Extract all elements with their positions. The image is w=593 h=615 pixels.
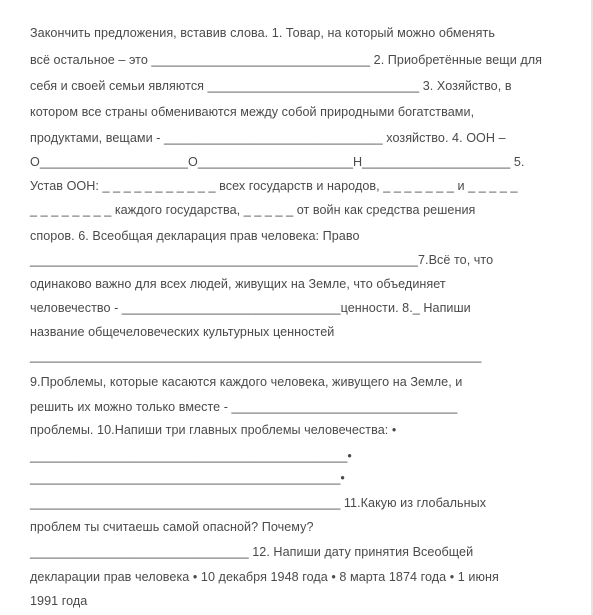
text-line: человечество - _______________________________ценности. 8._ Напиши: [30, 301, 471, 315]
text-line: декларации прав человека • 10 декабря 1948 года • 8 марта 1874 года • 1 июня: [30, 570, 499, 584]
text-line: _______________________________________________________7.Всё то, что: [30, 253, 494, 267]
text-line: решить их можно только вместе - ________________________________: [30, 400, 458, 414]
text-line: проблемы. 10.Напиши три главных проблемы человечества: •: [30, 423, 397, 437]
text-line: споров. 6. Всеобщая декларация прав человека: Право: [30, 229, 360, 243]
text-line: ____________________________________________ 11.Какую из глобальных: [30, 496, 487, 510]
text-line: продуктами, вещами - _______________________________ хозяйство. 4. ООН –: [30, 131, 506, 145]
text-line: Устав ООН: _ _ _ _ _ _ _ _ _ _ _ всех государств и народов, _ _ _ _ _ _ _ и _ _ _ _ _: [30, 179, 518, 193]
text-line: Закончить предложения, вставив слова. 1. Товар, на который можно обменять: [30, 26, 495, 40]
text-line: _ _ _ _ _ _ _ _ каждого государства, _ _ _ _ _ от войн как средства решения: [30, 203, 476, 217]
text-line: название общечеловеческих культурных ценностей: [30, 325, 335, 339]
text-line: котором все страны обмениваются между собой природными богатствами,: [30, 105, 475, 119]
text-line: _______________________________ 12. Напиши дату принятия Всеобщей: [30, 545, 474, 559]
text-line: проблем ты считаешь самой опасной? Почему?: [30, 520, 314, 534]
text-line: всё остальное – это _______________________________ 2. Приобретённые вещи для: [30, 53, 543, 67]
text-line: 1991 года: [30, 594, 88, 608]
text-line: 9.Проблемы, которые касаются каждого человека, живущего на Земле, и: [30, 375, 463, 389]
text-line: одинаково важно для всех людей, живущих на Земле, что объединяет: [30, 277, 446, 291]
text-line: ____________________________________________•: [30, 471, 345, 485]
text-line: себя и своей семьи являются ______________________________ 3. Хозяйство, в: [30, 79, 512, 93]
text-line: О_____________________О______________________Н_____________________ 5.: [30, 155, 525, 169]
text-line: ________________________________________________________________: [30, 349, 482, 363]
text-line: _____________________________________________•: [30, 449, 352, 463]
